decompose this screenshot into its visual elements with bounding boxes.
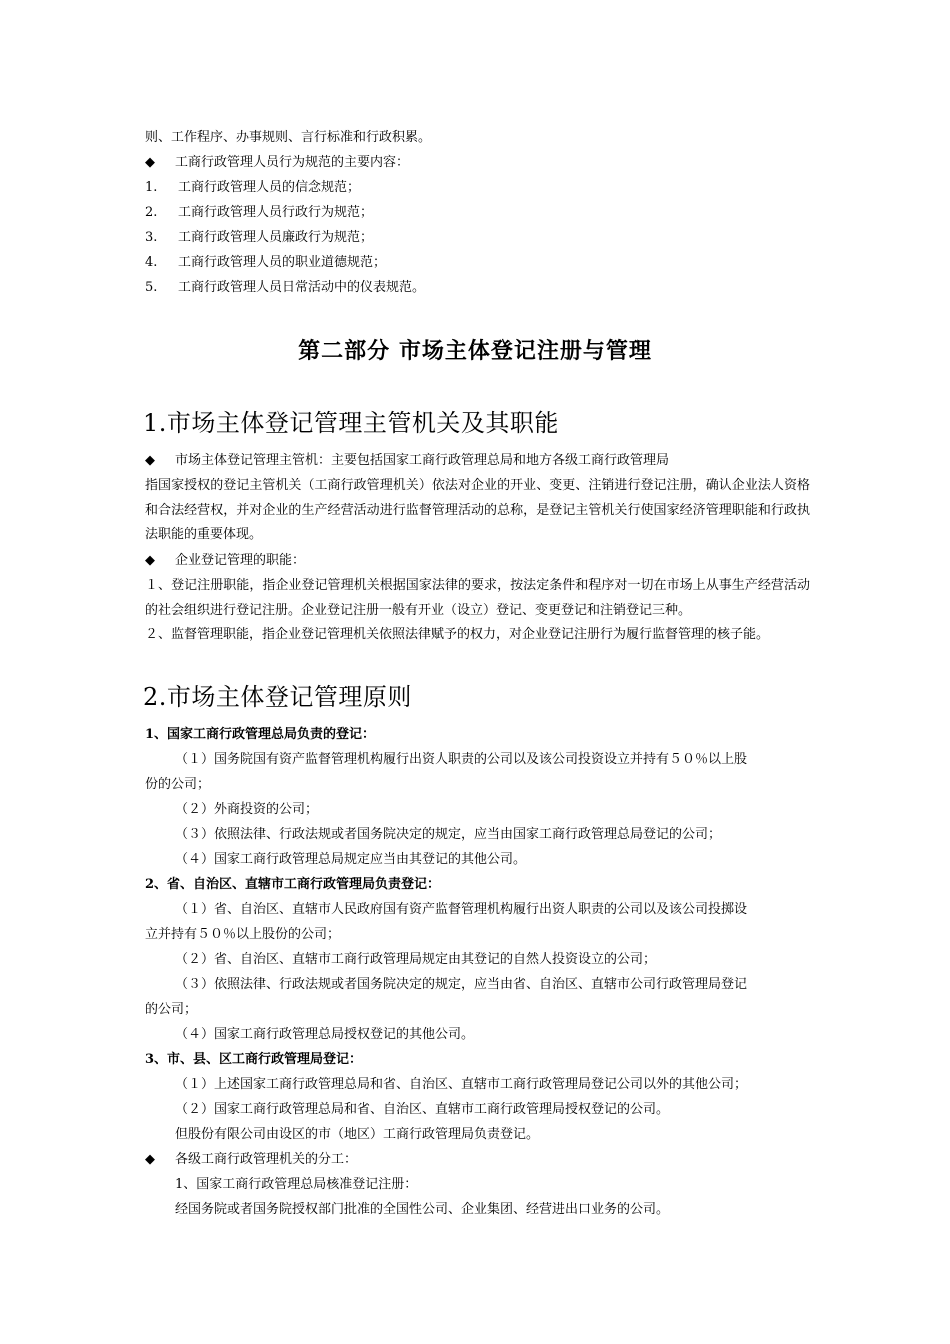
list-text: 工商行政管理人员日常活动中的仪表规范。 — [178, 280, 426, 295]
list-item: （４）国家工商行政管理总局授权登记的其他公司。 — [175, 1027, 475, 1042]
diamond-bullet-icon: ◆ — [145, 453, 155, 468]
bullet-text: 企业登记管理的职能： — [175, 553, 306, 568]
list-item: （１）省、自治区、直辖市人民政府国有资产监督管理机构履行出资人职责的公司以及该公司投掷设 — [175, 902, 748, 917]
bullet-item — [145, 453, 669, 469]
list-item — [145, 255, 386, 271]
list-text: 工商行政管理人员的信念规范； — [178, 180, 361, 195]
list-item — [145, 230, 373, 246]
bullet-text: 工商行政管理人员行为规范的主要内容： — [175, 155, 410, 170]
list-item: （２）外商投资的公司； — [175, 802, 319, 817]
bullet-text: 市场主体登记管理主管机：主要包括国家工商行政管理总局和地方各级工商行政管理局 — [175, 453, 670, 468]
list-item-continuation: 的公司； — [145, 1002, 198, 1017]
list-text: 工商行政管理人员行政行为规范； — [178, 205, 374, 220]
intro-line: 则、工作程序、办事规则、言行标准和行政积累。 — [145, 130, 432, 145]
list-item — [145, 280, 425, 296]
group-title: 1、国家工商行政管理总局负责的登记： — [145, 727, 376, 742]
list-item — [145, 205, 373, 221]
group-title: 3、市、县、区工商行政管理局登记： — [145, 1052, 363, 1067]
list-item: （１）上述国家工商行政管理总局和省、自治区、直辖市工商行政管理局登记公司以外的其他公司； — [175, 1077, 748, 1092]
paragraph: １、登记注册职能，指企业登记管理机关根据国家法律的要求，按法定条件和程序对一切在市场上从事生产经营活动的社会组织进行登记注册。企业登记注册一般有开业（设立）登记、变更登记和注销登记三种。 — [145, 578, 810, 618]
paragraph: 指国家授权的登记主管机关（工商行政管理机关）依法对企业的开业、变更、注销进行登记注册，确认企业法人资格和合法经营权，并对企业的生产经营活动进行监督管理活动的总称，是登记主管机关行使国家经济管理职能和行政执法职能的重要体现。 — [145, 478, 810, 542]
list-number: 5. — [145, 280, 158, 295]
section-heading: 1.市场主体登记管理主管机关及其职能 — [143, 409, 559, 437]
bullet-text: 各级工商行政管理机关的分工： — [175, 1152, 358, 1167]
bullet-item — [145, 553, 305, 569]
list-number: 4. — [145, 255, 158, 270]
part-title: 第二部分 市场主体登记注册与管理 — [298, 338, 652, 364]
list-number: 3. — [145, 230, 158, 245]
list-item: （２）国家工商行政管理总局和省、自治区、直辖市工商行政管理局授权登记的公司。 — [175, 1102, 670, 1117]
diamond-bullet-icon: ◆ — [145, 155, 155, 170]
list-text: 工商行政管理人员的职业道德规范； — [178, 255, 387, 270]
bullet-item — [145, 155, 409, 171]
list-item: （３）依照法律、行政法规或者国务院决定的规定，应当由国家工商行政管理总局登记的公司； — [175, 827, 722, 842]
list-item-continuation: 立并持有５０％以上股份的公司； — [145, 927, 341, 942]
list-item: （２）省、自治区、直辖市工商行政管理局规定由其登记的自然人投资设立的公司； — [175, 952, 657, 967]
section-heading: 2.市场主体登记管理原则 — [143, 683, 412, 711]
list-text: 工商行政管理人员廉政行为规范； — [178, 230, 374, 245]
note-line: 但股份有限公司由设区的市（地区）工商行政管理局负责登记。 — [175, 1127, 540, 1142]
bullet-item — [145, 1152, 357, 1168]
list-item: （４）国家工商行政管理总局规定应当由其登记的其他公司。 — [175, 852, 527, 867]
list-item: （３）依照法律、行政法规或者国务院决定的规定，应当由省、自治区、直辖市公司行政管理局登记 — [175, 977, 748, 992]
list-item — [145, 180, 360, 196]
paragraph: ２、监督管理职能，指企业登记管理机关依照法律赋予的权力，对企业登记注册行为履行监督管理的核子能。 — [145, 627, 770, 642]
sub-heading: 1、国家工商行政管理总局核准登记注册： — [175, 1177, 418, 1192]
list-number: 1. — [145, 180, 158, 195]
list-item-continuation: 份的公司； — [145, 777, 211, 792]
list-number: 2. — [145, 205, 158, 220]
group-title: 2、省、自治区、直辖市工商行政管理局负责登记： — [145, 877, 441, 892]
diamond-bullet-icon: ◆ — [145, 553, 155, 568]
paragraph-line: 经国务院或者国务院授权部门批准的全国性公司、企业集团、经营进出口业务的公司。 — [175, 1202, 670, 1217]
list-item: （１）国务院国有资产监督管理机构履行出资人职责的公司以及该公司投资设立并持有５０％以上股 — [175, 752, 748, 767]
diamond-bullet-icon: ◆ — [145, 1152, 155, 1167]
